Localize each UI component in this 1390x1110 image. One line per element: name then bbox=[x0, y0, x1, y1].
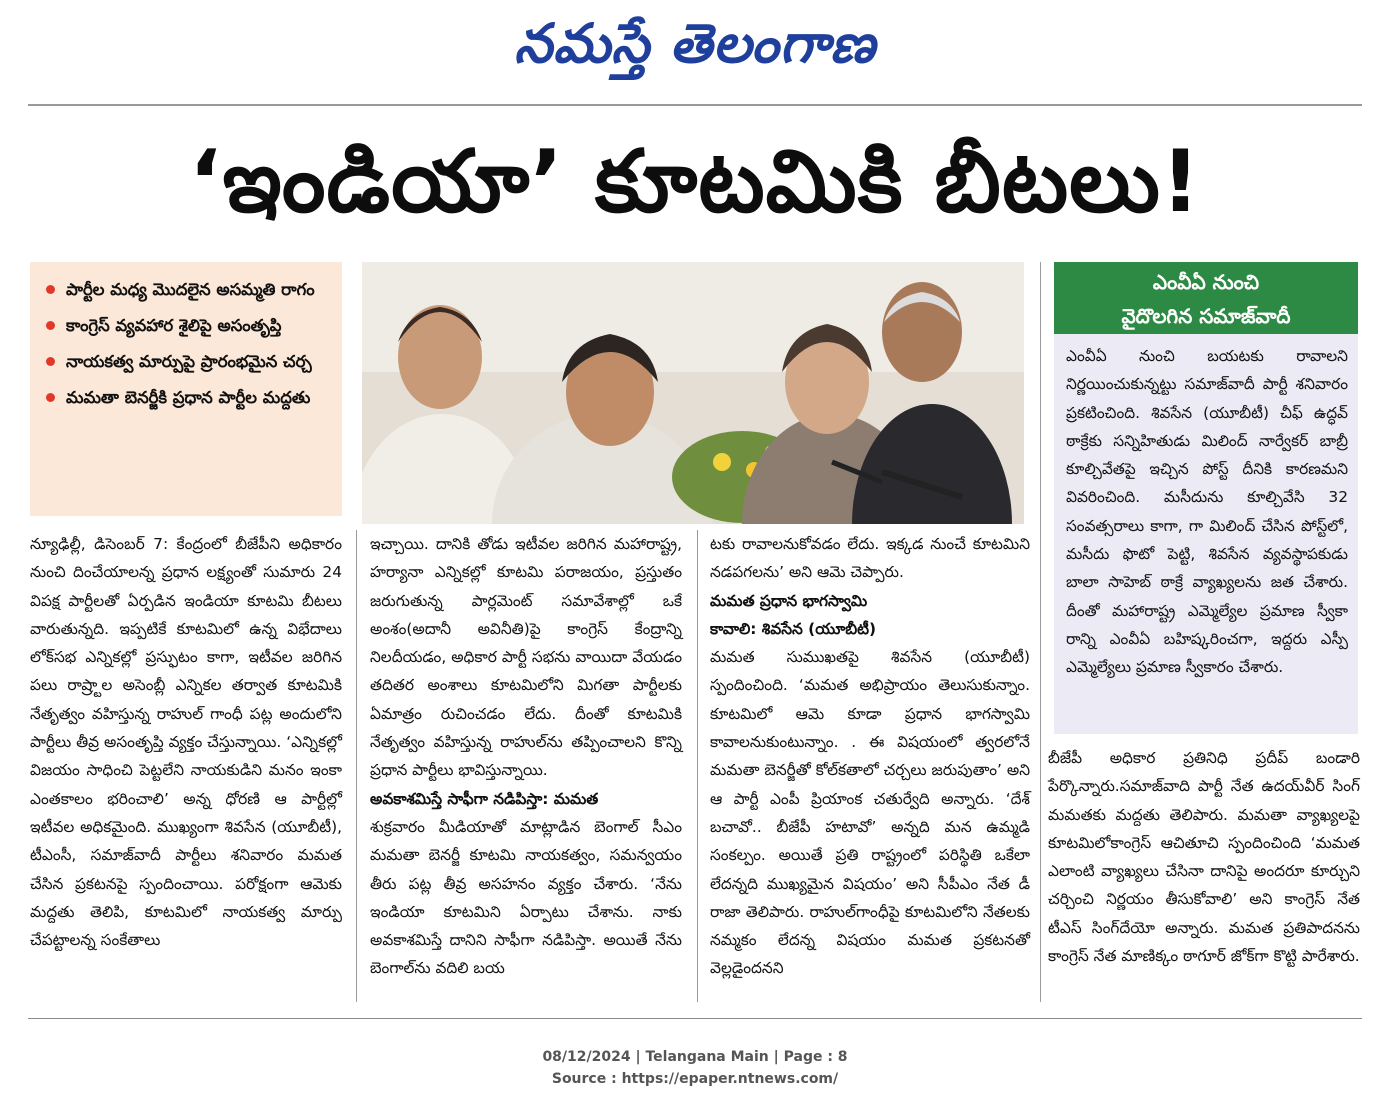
column-divider bbox=[356, 530, 357, 1002]
bullet-icon bbox=[46, 393, 55, 402]
article-paragraph: శుక్రవారం మీడియాతో మాట్లాడిన బెంగాల్ సీఎం మమతా బెనర్జీ కూటమి నాయకత్వం, సమన్వయం తీరు పట్ల తీవ్ర అసహనం వ్యక్తం చేశారు. ‘నేను ఇండియా కూటమిని ఏర్పాటు చేశాను. నాకు అవకాశమిస్తే దానిని సాఫీగా నడిపిస్తా. అయితే నేను బెంగాల్‌ను వదిలి బయ bbox=[370, 817, 682, 978]
bullet-icon bbox=[46, 321, 55, 330]
highlight-item bbox=[40, 272, 332, 308]
edition-info: 08/12/2024 | Telangana Main | Page : 8 bbox=[542, 1049, 848, 1065]
sidebar-heading-line: ఎంవీఏ నుంచి bbox=[1152, 270, 1260, 294]
sidebar-heading-line: వైదొలగిన సమాజ్‌వాదీ bbox=[1121, 304, 1291, 328]
article-paragraph: టకు రావాలనుకోవడం లేదు. ఇక్కడ నుంచే కూటమిని నడపగలను’ అని ఆమె చెప్పారు. bbox=[710, 535, 1030, 582]
article-paragraph: ఇచ్చాయి. దానికి తోడు ఇటీవల జరిగిన మహారాష్ట్ర, హర్యానా ఎన్నికల్లో కూటమి పరాజయం, ప్రస్తుతం జరుగుతున్న పార్లమెంట్ సమావేశాల్లో ఒకే అంశం(అదానీ అవినీతి)పై కాంగ్రెస్ కేంద్రాన్ని నిలదీయడం, అధికార పార్టీ సభను వాయిదా వేయడం తదితర అంశాలు కూటమిలోని మిగతా పార్టీలకు ఏమాత్రం రుచించడం లేదు. దీంతో కూటమికి నేతృత్వం వహిస్తున్న రాహుల్‌ను తప్పించాలని కొన్ని ప్రధాన పార్టీలు భావిస్తున్నాయి. bbox=[370, 535, 682, 780]
bullet-icon bbox=[46, 285, 55, 294]
highlight-text: మమతా బెనర్జీకి ప్రధాన పార్టీల మద్దతు bbox=[66, 388, 311, 407]
masthead-divider bbox=[28, 104, 1362, 106]
headline: ‘ఇండియా’ కూటమికి బీటలు! bbox=[188, 132, 1202, 232]
leaders-photo-illustration bbox=[362, 262, 1024, 524]
article-column-4: బీజేపీ అధికార ప్రతినిధి ప్రదీప్ బండారి పేర్కొన్నారు.సమాజ్‌వాది పార్టీ నేత ఉదయ్‌వీర్ సింగ్ మమతకు మద్దతు తెలిపారు. మమతా వ్యాఖ్యలపై కూటమిలోకాంగ్రెస్ ఆచితూచి స్పందించింది ‘మమత ఎలాంటి వ్యాఖ్యలు చేసినా దానిపై అందరూ కూర్చుని చర్చించి నిర్ణయం తీసుకోవాలి’ అని కాంగ్రెస్ నేత టీఎస్ సింగ్‌దేయో అన్నారు. మమత ప్రతిపాదనను కాంగ్రెస్ నేత మాణిక్కం ఠాగూర్ జోక్‌గా కొట్టి పారేశారు. bbox=[1048, 749, 1360, 966]
article-column-3 bbox=[710, 530, 1030, 983]
article-column-1: న్యూఢిల్లీ, డిసెంబర్ 7: కేంద్రంలో బీజేపీని అధికారం నుంచి దించేయాలన్న ప్రధాన లక్ష్యంతో సుమారు 24 విపక్ష పార్టీలతో ఏర్పడిన ఇండియా కూటమి బీటలు వారుతున్నది. ఇప్పటికే కూటమిలో ఉన్న విభేదాలు లోక్‌సభ ఎన్నికల్లో ప్రస్ఫుటం కాగా, ఇటీవల జరిగిన పలు రాష్ర్టాల అసెంబ్లీ ఎన్నికల తర్వాత కూటమికి నేతృత్వం వహిస్తున్న రాహుల్ గాంధీ పట్ల అందులోని పార్టీలు తీవ్ర అసంతృప్తి వ్యక్తం చేస్తున్నాయి. ‘ఎన్నికల్లో విజయం సాధించి పెట్టలేని నాయకుడిని మనం ఇంకా ఎంతకాలం భరించాలి’ అన్న ధోరణి ఆ పార్టీల్లో ఇటీవల అధికమైంది. ముఖ్యంగా శివసేన (యూబీటీ), టీఎంసీ, సమాజ్‌వాదీ పార్టీలు శనివారం మమత చేసిన ప్రకటనపై స్పందించాయి. పరోక్షంగా ఆమెకు మద్దతు తెలిపి, కూటమిలో నాయకత్వ మార్పు చేపట్టాలన్న సంకేతాలు bbox=[30, 535, 342, 950]
column-divider bbox=[697, 530, 698, 1002]
highlight-item bbox=[40, 344, 332, 380]
article-column-2 bbox=[370, 530, 682, 983]
sidebar-heading bbox=[1054, 262, 1358, 334]
sidebar-text: ఎంవీఏ నుంచి బయటకు రావాలని నిర్ణయించుకున్నట్టు సమాజ్‌వాదీ పార్టీ శనివారం ప్రకటించింది. శివసేన (యూబీటీ) చీఫ్ ఉద్ధవ్ ఠాక్రేకు సన్నిహితుడు మిలింద్ నార్వేకర్ బాబ్రీ కూల్చివేతపై ఇచ్చిన పోస్ట్ దీనికి కారణమని వివరించింది. మసీదును కూల్చివేసి 32 సంవత్సరాలు కాగా, గా మిలింద్ చేసిన పోస్ట్‌లో, మసీదు ఫొటో పెట్టి, శివసేన వ్యవస్థాపకుడు బాలా సాహెబ్ ఠాక్రే వ్యాఖ్యలను జత చేశారు. దీంతో మహారాష్ట్ర ఎమ్మెల్యేల ప్రమాణ స్వీకా రాన్ని ఎంవీఏ బహిష్కరించగా, ఇద్దరు ఎస్పీ ఎమ్మెల్యేలు ప్రమాణ స్వీకారం చేశారు. bbox=[1054, 334, 1358, 734]
highlight-text: నాయకత్వ మార్పుపై ప్రారంభమైన చర్చ bbox=[66, 352, 312, 371]
highlight-text: పార్టీల మధ్య మొదలైన అసమ్మతి రాగం bbox=[66, 280, 315, 299]
article-paragraph: మమత సుముఖతపై శివసేన (యూబీటీ) స్పందించింది. ‘మమత అభిప్రాయం తెలుసుకున్నాం. కూటమిలో ఆమె కూడా ప్రధాన భాగస్వామి కావాలనుకుంటున్నాం. . ఈ విషయంలో త్వరలోనే మమతా బెనర్జీతో కోల్‌కతాలో చర్చలు జరుపుతాం’ అని ఆ పార్టీ ఎంపీ ప్రియాంక చతుర్వేది అన్నారు. ‘దేశ్ బచావో.. బీజేపీ హటావో’ అన్నది మన ఉమ్మడి సంకల్పం. అయితే ప్రతి రాష్ట్రంలో పరిస్థితి ఒకేలా లేదన్నది ముఖ్యమైన విషయం’ అని సీపీఎం నేత డీ రాజా తెలిపారు. రాహుల్‌గాంధీపై కూటమిలోని నేతలకు నమ్మకం లేదన్న విషయం మమత ప్రకటనతో వెల్లడైందనని bbox=[710, 648, 1030, 978]
footer-divider bbox=[28, 1018, 1362, 1019]
article-subhead: మమత ప్రధాన భాగస్వామి bbox=[710, 591, 868, 610]
column-divider bbox=[1040, 262, 1041, 1002]
highlight-text: కాంగ్రెస్ వ్యవహార శైలిపై అసంతృప్తి bbox=[66, 316, 282, 335]
source-link[interactable]: Source : https://epaper.ntnews.com/ bbox=[551, 1071, 839, 1087]
masthead bbox=[0, 8, 1390, 78]
newspaper-logo: నమస్తే తెలంగాణ bbox=[514, 11, 876, 75]
article-subhead: అవకాశమిస్తే సాఫీగా నడిపిస్తా: మమత bbox=[370, 789, 599, 808]
highlight-item bbox=[40, 308, 332, 344]
bullet-icon bbox=[46, 357, 55, 366]
highlights-box bbox=[30, 262, 342, 516]
highlight-item bbox=[40, 380, 332, 416]
news-photo bbox=[362, 262, 1024, 524]
page-footer bbox=[0, 1046, 1390, 1090]
article-subhead: కావాలి: శివసేన (యూబీటీ) bbox=[710, 619, 877, 638]
